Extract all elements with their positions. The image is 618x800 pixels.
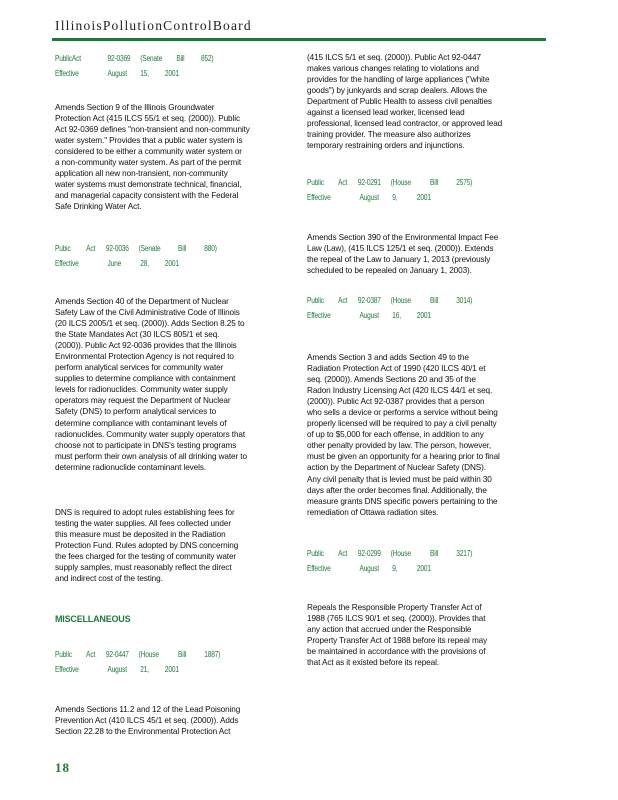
act-field: 852) <box>200 54 214 63</box>
text-line: makes various changes relating to violations and <box>307 64 479 74</box>
act-field: Act <box>338 178 348 187</box>
act-field: Act <box>86 650 96 659</box>
paragraph <box>55 102 287 212</box>
act-entry <box>55 242 285 271</box>
text-line: determine radionuclide contaminant levels. <box>55 462 206 472</box>
page-number: 18 <box>55 760 70 775</box>
text-line: action by the Department of Nuclear Safety (DNS). <box>307 463 486 473</box>
text-line: (20 ILCS 2005/1 et seq. (2000)). Adds Section 8.25 to <box>55 319 245 329</box>
act-field: 2001 <box>416 563 431 573</box>
act-field: (House <box>390 296 411 305</box>
act-field: Act <box>338 296 348 305</box>
text-line: Any civil penalty that is levied must be paid within 30 <box>307 474 492 484</box>
act-field: 2001 <box>164 258 179 268</box>
act-field: 2001 <box>416 192 431 202</box>
text-line: water systems must demonstrate technical, financial, <box>55 180 242 190</box>
paragraph <box>55 507 287 584</box>
text-line: any action that accrued under the Responsible <box>307 625 472 635</box>
text-line: scheduled to be repealed on January 1, 2003). <box>307 266 472 276</box>
text-line: against a licensed lead worker, licensed lead <box>307 108 465 118</box>
act-field: 2575) <box>456 178 473 187</box>
act-field: 92-0387 <box>357 296 381 305</box>
text-line: must perform their own analysis of all drinking water to <box>55 451 247 461</box>
text-line: Law (Law), (415 ILCS 125/1 et seq. (2000)). Extends <box>307 244 494 254</box>
text-line: this measure must be deposited in the Radiation <box>55 530 226 540</box>
text-line: Safety Law of the Civil Administrative Code of Illinois <box>55 308 240 318</box>
act-field: August <box>107 664 127 674</box>
text-line: (415 ILCS 5/1 et seq. (2000)). Public Act 92-0447 <box>307 53 481 62</box>
act-entry <box>307 294 537 323</box>
text-line: temporary restraining orders and injunctions. <box>307 141 465 151</box>
act-field: Bill <box>430 296 439 305</box>
act-field: (Senate <box>138 244 161 253</box>
text-line: seq. (2000)). Amends Sections 20 and 35 of the <box>307 375 476 385</box>
text-line: Amends Section 3 and adds Section 49 to the <box>307 353 469 362</box>
text-line: 1988 (765 ILCS 90/1 et seq. (2000)). Provides that <box>307 614 486 624</box>
act-entry <box>307 547 537 576</box>
text-line: remediation of Ottawa radiation sites. <box>307 507 439 517</box>
text-line: supplies to determine compliance with containment <box>55 374 236 384</box>
text-line: (2000)). Public Act 92-0036 provides that the Illinois <box>55 341 237 351</box>
paragraph <box>307 52 539 151</box>
act-field: August <box>359 192 379 202</box>
act-field: Pubic <box>55 244 71 253</box>
header-rule <box>52 38 546 41</box>
text-line: must be given an opportunity for a hearing prior to final <box>307 452 500 462</box>
act-field: 880) <box>204 244 217 253</box>
act-field: 2001 <box>164 664 179 674</box>
act-field: Bill <box>430 549 439 558</box>
text-line: Radiation Protection Act of 1990 (420 ILCS 40/1 et <box>307 364 486 374</box>
text-line: (2000)). Public Act 92-0387 provides that a person <box>307 397 485 407</box>
act-field: 92-0447 <box>105 650 129 659</box>
text-line: that Act as it existed before its repeal. <box>307 658 439 668</box>
act-field: 2001 <box>164 68 179 78</box>
text-line: Safe Drinking Water Act. <box>55 202 142 212</box>
text-line: and indirect cost of the testing. <box>55 574 163 584</box>
act-field: 16, <box>392 310 401 320</box>
act-field: Effective <box>55 68 79 78</box>
act-field: Act <box>86 244 96 253</box>
text-line: Act 92-0369 defines "non-transient and non-community <box>55 125 250 135</box>
text-line: other penalty provided by law. The person, however, <box>307 441 492 451</box>
text-line: professional, licensed lead contractor, or approved lead <box>307 119 503 129</box>
text-line: of up to $5,000 for each offense, in addition to any <box>307 430 484 440</box>
text-line: the State Mandates Act (30 ILCS 805/1 et seq. <box>55 330 220 340</box>
text-line: testing the water supplies. All fees collected under <box>55 519 231 529</box>
text-line: Protection Act (415 ILCS 55/1 et seq. (2000)). Public <box>55 114 240 124</box>
text-line: Repeals the Responsible Property Transfer Act of <box>307 603 482 612</box>
act-row <box>55 67 285 82</box>
act-field: August <box>359 310 379 320</box>
act-field: 28, <box>140 258 149 268</box>
text-line: days after the order becomes final. Additionally, the <box>307 485 487 495</box>
text-line: a non-community water system. As part of the permit <box>55 158 242 168</box>
act-row <box>55 242 285 257</box>
act-field: Bill <box>178 650 187 659</box>
act-field: (Senate <box>140 54 163 63</box>
text-line: water system." Provides that a public water system is <box>55 136 243 146</box>
text-line: the fees charged for the testing of community water <box>55 552 237 562</box>
act-row <box>307 294 537 309</box>
act-field: 3217) <box>456 549 473 558</box>
text-line: Protection Fund. Rules adopted by DNS concerning <box>55 541 239 551</box>
act-row <box>307 191 537 206</box>
text-line: the repeal of the Law to January 1, 2013 (previously <box>307 255 491 265</box>
header-title: IllinoisPollutionControlBoard <box>55 18 252 33</box>
text-line: Environmental Protection Agency is not required to <box>55 352 234 362</box>
text-line: considered to be either a community water system or <box>55 147 242 157</box>
act-row <box>55 52 285 67</box>
act-field: 92-0369 <box>107 54 131 63</box>
act-field: 15, <box>140 68 149 78</box>
act-entry <box>307 176 537 205</box>
act-field: 9, <box>392 563 398 573</box>
act-field: 9, <box>392 192 398 202</box>
text-line: Department of Public Health to assess civil penalties <box>307 97 492 107</box>
text-line: determine compliance with contaminant levels of <box>55 418 227 428</box>
text-line: application all new non-transient, non-community <box>55 169 228 179</box>
act-field: Effective <box>307 310 331 320</box>
text-line: Amends Sections 11.2 and 12 of the Lead Poisoning <box>55 705 241 714</box>
act-row <box>307 309 537 324</box>
text-line: levels for radionuclides. Community water supply <box>55 385 228 395</box>
text-line: who sells a device or performs a service without being <box>307 408 498 418</box>
act-row <box>55 648 285 663</box>
act-row <box>307 547 537 562</box>
act-field: Effective <box>307 563 331 573</box>
act-row <box>55 257 285 272</box>
act-field: August <box>107 68 127 78</box>
act-entry <box>55 52 285 81</box>
act-field: Effective <box>307 192 331 202</box>
act-field: Public <box>307 296 324 305</box>
text-line: DNS is required to adopt rules establishing fees for <box>55 508 235 517</box>
text-line: measure grants DNS specific powers pertaining to the <box>307 496 498 506</box>
paragraph <box>307 232 539 276</box>
act-row <box>55 663 285 678</box>
act-field: (House <box>390 178 411 187</box>
act-field: Effective <box>55 664 79 674</box>
act-field: 92-0299 <box>357 549 381 558</box>
text-line: Safety (DNS) to perform analytical services to <box>55 407 217 417</box>
paragraph <box>55 296 287 473</box>
act-field: 92-0291 <box>357 178 381 187</box>
act-field: 21, <box>140 664 149 674</box>
act-field: June <box>107 258 122 268</box>
text-line: properly licensed will be required to pay a civil penalty <box>307 419 497 429</box>
act-field: Public <box>307 178 324 187</box>
text-line: provides for the handling of large appliances ("white <box>307 75 490 85</box>
text-line: supply samples, must reasonably reflect the direct <box>55 563 232 573</box>
act-field: August <box>359 563 379 573</box>
text-line: operators may request the Department of Nuclear <box>55 396 231 406</box>
text-line: Property Transfer Act of 1988 before its repeal may <box>307 636 488 646</box>
text-line: and managerial capacity consistent with the Federal <box>55 191 239 201</box>
act-field: Bill <box>178 244 187 253</box>
act-row <box>307 562 537 577</box>
text-line: Amends Section 9 of the Illinois Groundwater <box>55 103 215 112</box>
act-field: PublicAct <box>55 54 81 63</box>
act-field: Bill <box>176 54 185 63</box>
text-line: perform analytical services for community water <box>55 363 224 373</box>
act-field: 1887) <box>204 650 221 659</box>
act-field: (House <box>138 650 159 659</box>
act-field: Act <box>338 549 348 558</box>
text-line: Prevention Act (410 ILCS 45/1 et seq. (2000)). Adds <box>55 716 239 726</box>
text-line: goods") by junkyards and scrap dealers. Allows the <box>307 86 487 96</box>
text-line: radionuclides. Community water supply operators that <box>55 429 246 439</box>
act-field: 92-0036 <box>105 244 129 253</box>
act-field: 2001 <box>416 310 431 320</box>
act-row <box>307 176 537 191</box>
text-line: choose not to participate in DNS's testing programs <box>55 440 237 450</box>
act-field: Effective <box>55 258 79 268</box>
paragraph <box>55 704 287 737</box>
act-field: 3014) <box>456 296 473 305</box>
act-entry <box>55 648 285 677</box>
text-line: be maintained in accordance with the provisions of <box>307 647 486 657</box>
paragraph <box>307 352 539 518</box>
act-field: Bill <box>430 178 439 187</box>
text-line: Radon Industry Licensing Act (420 ILCS 44/1 et seq. <box>307 386 493 396</box>
text-line: Amends Section 390 of the Environmental Impact Fee <box>307 233 499 242</box>
act-field: Public <box>307 549 324 558</box>
act-field: Public <box>55 650 72 659</box>
act-field: (House <box>390 549 411 558</box>
text-line: Section 22.28 to the Environmental Protection Act <box>55 727 231 737</box>
section-heading: MISCELLANEOUS <box>55 614 131 624</box>
text-line: Amends Section 40 of the Department of Nuclear <box>55 297 229 306</box>
text-line: training provider. The measure also authorizes <box>307 130 471 140</box>
paragraph <box>307 602 539 668</box>
